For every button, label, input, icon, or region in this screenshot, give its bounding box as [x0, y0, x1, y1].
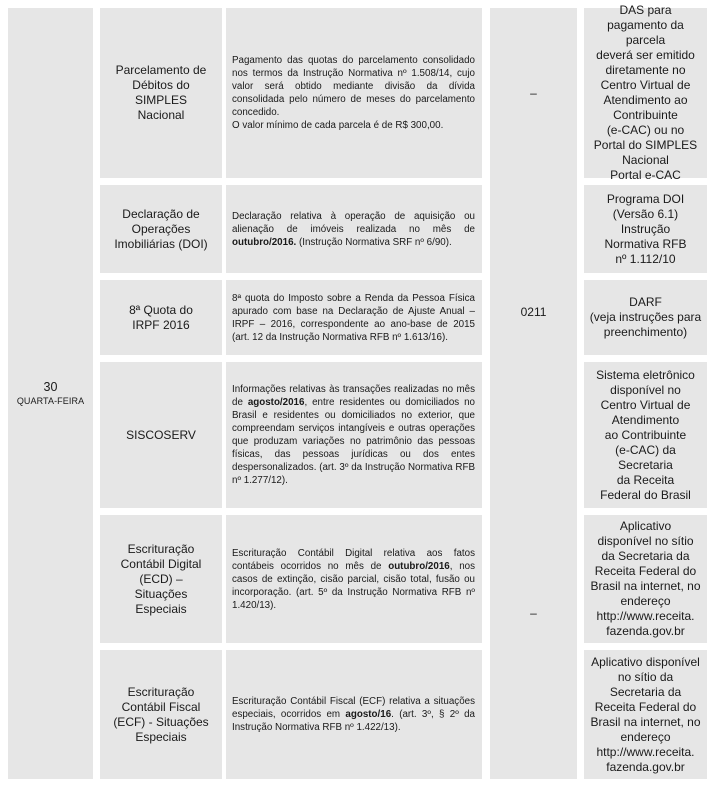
- description-emphasis: agosto/16: [345, 709, 392, 720]
- obligation-description: [232, 210, 475, 249]
- description-text: , entre residentes ou domiciliados no Brasil e residentes ou domiciliados no exterior, que compreendam serviços intangíveis e outras operações que produzam variações no patrimônio das pessoas físicas, das pessoas jurídicas ou dos entes despersonalizados. (art. 3º da Instrução Normativa RFB nº 1.277/12).: [232, 397, 475, 486]
- description-cell: [226, 8, 482, 178]
- where-to-file: DARF (veja instruções para preenchimento): [589, 295, 702, 339]
- description-emphasis: agosto/2016: [247, 397, 305, 408]
- description-cell: [226, 515, 482, 643]
- description-cell: [226, 362, 482, 508]
- obligation-name: 8ª Quota do IRPF 2016: [129, 302, 193, 332]
- where-cell: [584, 650, 707, 779]
- where-cell: [584, 362, 707, 508]
- description-cell: [226, 185, 482, 273]
- description-emphasis: outubro/2016: [388, 560, 450, 572]
- where-to-file: Aplicativo disponível no sítio da Secretaria da Receita Federal do Brasil na internet, no endereço http://www.receita. fazenda.gov.br: [590, 519, 701, 638]
- code-cell: 0211: [520, 305, 547, 319]
- date-cell: [8, 8, 93, 779]
- date-day: 30: [43, 380, 58, 394]
- where-cell: [584, 515, 707, 643]
- obligation-description: [232, 292, 475, 344]
- obligation-name-cell: [100, 515, 222, 643]
- where-cell: [584, 280, 707, 355]
- where-cell: [584, 3, 707, 182]
- where-to-file: DAS para pagamento da parcela deverá ser emitido diretamente no Centro Virtual de Atendimento ao Contribuinte (e-CAC) ou no Portal do SIMPLES Nacional Portal e-CAC: [593, 3, 698, 182]
- description-cell: [226, 280, 482, 355]
- description-text: Informações relativas às transações realizadas no mês de: [232, 384, 475, 408]
- obligation-name-cell: [100, 280, 222, 355]
- description-text: , nos casos de extinção, cisão parcial, cisão total, fusão ou incorporação. (art. 5º da Instrução Normativa RFB nº 1.420/13).: [232, 560, 475, 611]
- obligation-name-cell: [100, 650, 222, 779]
- description-emphasis: outubro/2016.: [232, 236, 297, 248]
- obligation-name: Escrituração Contábil Digital (ECD) – Situações Especiais: [120, 541, 202, 616]
- code-cell: –: [530, 86, 537, 100]
- obligation-name: Escrituração Contábil Fiscal (ECF) - Situações Especiais: [113, 684, 209, 744]
- description-text: O valor mínimo de cada parcela é de R$ 300,00.: [232, 120, 444, 131]
- obligation-name: Parcelamento de Débitos do SIMPLES Nacional: [115, 63, 207, 122]
- obligation-description: [232, 54, 475, 132]
- code-cell: –: [530, 605, 537, 620]
- description-text: Escrituração Contábil Digital relativa aos fatos contábeis ocorridos no mês de: [232, 547, 475, 572]
- obligation-description: [232, 547, 475, 612]
- obligation-name: Declaração de Operações Imobiliárias (DOI): [114, 206, 208, 251]
- obligation-description: [232, 695, 475, 734]
- where-to-file: Programa DOI (Versão 6.1) Instrução Normativa RFB nº 1.112/10: [604, 191, 687, 266]
- description-text: 8ª quota do Imposto sobre a Renda da Pessoa Física apurado com base na Declaração de Ajuste Anual – IRPF – 2016, correspondente ao ano-base de 2015 (art. 12 da Instrução Normativa RFB nº 1.613/16).: [232, 292, 475, 343]
- description-text: Declaração relativa à operação de aquisição ou alienação de imóveis realizada no mês de: [232, 210, 475, 235]
- description-text: Pagamento das quotas do parcelamento consolidado nos termos da Instrução Normativa nº 1.508/14, cujo valor será obtido mediante divisão da dívida consolidada pelo número de meses do parcelamento concedido.: [232, 55, 475, 118]
- obligation-name-cell: [100, 8, 222, 178]
- obligation-name-cell: [100, 362, 222, 508]
- where-to-file: Aplicativo disponível no sítio da Secretaria da Receita Federal do Brasil na internet, no endereço http://www.receita. fazenda.gov.br: [590, 654, 701, 774]
- obligation-description: [232, 383, 475, 487]
- description-text: Escrituração Contábil Fiscal (ECF) relativa a situações especiais, ocorridos em: [232, 696, 475, 720]
- obligation-name: SISCOSERV: [126, 427, 196, 442]
- description-cell: [226, 650, 482, 779]
- where-cell: [584, 185, 707, 273]
- where-to-file: Sistema eletrônico disponível no Centro Virtual de Atendimento ao Contribuinte (e-CAC) da Secretaria da Receita Federal do Brasil: [596, 367, 695, 502]
- description-text: (Instrução Normativa SRF nº 6/90).: [296, 236, 452, 248]
- description-text: . (art. 3º, § 2º da Instrução Normativa RFB nº 1.422/13).: [232, 709, 475, 733]
- obligation-name-cell: [100, 185, 222, 273]
- code-column: [490, 8, 577, 779]
- date-weekday: QUARTA-FEIRA: [16, 396, 85, 406]
